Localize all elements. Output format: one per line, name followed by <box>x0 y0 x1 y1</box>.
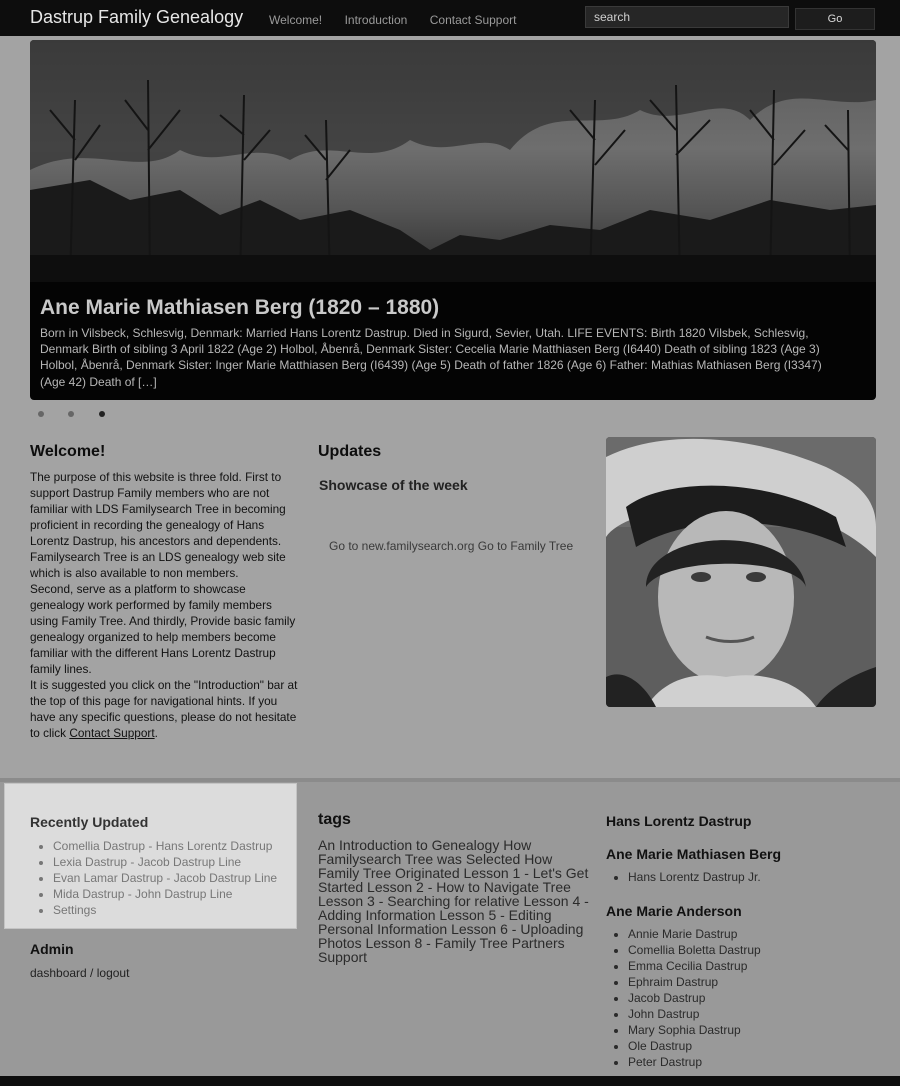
child-item[interactable]: • John Dastrup <box>628 1006 878 1022</box>
updates-links <box>318 539 590 553</box>
nav-contact-support[interactable]: Contact Support <box>429 13 517 27</box>
welcome-paragraph-2: Second, serve as a platform to showcase genealogy work performed by family members using Family Tree. And thirdly, Provide basic family genealogy organized to help members become familiar with the different Hans Lorentz Dastrup family lines. <box>30 582 296 676</box>
recently-updated-heading: Recently Updated <box>30 814 149 830</box>
logout-link[interactable]: logout <box>96 966 130 980</box>
main-nav <box>269 11 534 29</box>
slider-dot-3[interactable] <box>99 411 105 417</box>
dashboard-link[interactable]: dashboard <box>30 966 87 980</box>
contact-support-link[interactable]: Contact Support <box>69 726 155 740</box>
welcome-paragraph-1: The purpose of this website is three fold. First to support Dastrup Family members who are not familiar with LDS Familysearch Tree in becoming proficient in recording the genealogy of Hans Lorentz Dastrup, his ancestors and dependents. Familysearch Tree is an LDS genealogy web site which is also available to non members. <box>30 470 286 580</box>
welcome-paragraph-3-text: It is suggested you click on the "Introduction" bar at the top of this page for navigational hints. If you have any specific questions, please do not hesitate to click <box>30 678 298 740</box>
tags-widget <box>318 811 590 964</box>
slide-excerpt: Born in Vilsbeck, Schlesvig, Denmark: Married Hans Lorentz Dastrup. Died in Sigurd, Sevier, Utah. LIFE EVENTS: Birth 1820 Vilsbek, Schlesvig, Denmark Birth of sibling 3 April 1822 (Age 2) Holbol, Åbenrå, Denmark Sister: Cecelia Marie Matthiasen Berg (I6440) Death of sibling 1823 (Age 3) Holbol, Åbenrå, Denmark Sister: Inger Marie Matthiasen Berg (I6439) (Age 5) Death of father 1826 (Age 6) Father: Mathias Mathiasen Berg (I3347) (Age 42) Death of […] <box>40 326 822 389</box>
child-item[interactable]: • Ole Dastrup <box>628 1038 878 1054</box>
child-item[interactable]: • Peter Dastrup <box>628 1054 878 1070</box>
nav-introduction[interactable]: Introduction <box>344 13 408 27</box>
recent-item-settings[interactable]: • Settings <box>53 902 277 918</box>
familysearch-link[interactable]: Go to new.familysearch.org <box>329 539 475 553</box>
portrait-photo <box>606 437 876 707</box>
family-widget <box>606 813 878 1070</box>
recently-updated-list <box>38 838 277 918</box>
winter-trees-photo <box>30 40 876 282</box>
family-heading-berg[interactable]: Ane Marie Mathiasen Berg <box>606 846 782 862</box>
site-title[interactable]: Dastrup Family Genealogy <box>30 7 244 27</box>
family-tree-link[interactable]: Go to Family Tree <box>477 539 574 553</box>
nav-welcome[interactable]: Welcome! <box>269 13 323 27</box>
tag-cloud[interactable]: An Introduction to Genealogy How Familysearch Tree was Selected How Family Tree Originated Lesson 1 - Let's Get Started Lesson 2 - How to Navigate Tree Lesson 3 - Searching for relative Lesson 4 - Adding Information Lesson 5 - Editing Personal Information Lesson 6 - Uploading Photos Lesson 8 - Family Tree Partners Support <box>318 837 589 965</box>
search-input[interactable] <box>585 6 789 28</box>
top-navigation-bar <box>0 0 900 36</box>
slider-dot-1[interactable] <box>38 411 44 417</box>
updates-section <box>318 443 590 553</box>
recently-updated-widget <box>4 783 297 929</box>
recent-item[interactable]: • Comellia Dastrup - Hans Lorentz Dastrup <box>53 838 277 854</box>
child-item[interactable]: • Mary Sophia Dastrup <box>628 1022 878 1038</box>
slider-pagination <box>38 404 125 422</box>
showcase-heading: Showcase of the week <box>319 477 468 493</box>
go-button[interactable]: Go <box>795 8 875 30</box>
anderson-children-list <box>606 926 878 1070</box>
welcome-paragraph-3 <box>30 677 302 741</box>
family-heading-anderson[interactable]: Ane Marie Anderson <box>606 903 742 919</box>
admin-heading: Admin <box>30 941 74 957</box>
slide-title[interactable]: Ane Marie Mathiasen Berg (1820 – 1880) <box>40 296 440 319</box>
family-heading-hans[interactable]: Hans Lorentz Dastrup <box>606 813 752 829</box>
recent-item[interactable]: • Lexia Dastrup - Jacob Dastrup Line <box>53 854 277 870</box>
recent-item[interactable]: • Evan Lamar Dastrup - Jacob Dastrup Line <box>53 870 277 886</box>
tree-silhouette-graphic <box>30 40 876 282</box>
bottom-bar <box>0 1076 900 1086</box>
child-item[interactable]: • Annie Marie Dastrup <box>628 926 878 942</box>
portrait-graphic <box>606 437 876 707</box>
child-item[interactable]: • Ephraim Dastrup <box>628 974 878 990</box>
berg-children-list <box>606 869 878 885</box>
child-item[interactable]: • Hans Lorentz Dastrup Jr. <box>628 869 878 885</box>
recent-item[interactable]: • Mida Dastrup - John Dastrup Line <box>53 886 277 902</box>
welcome-text <box>30 469 302 741</box>
admin-separator: / <box>86 966 97 980</box>
welcome-section <box>30 443 302 741</box>
featured-slider[interactable] <box>30 40 876 400</box>
child-item[interactable]: • Comellia Boletta Dastrup <box>628 942 878 958</box>
child-item[interactable]: • Emma Cecilia Dastrup <box>628 958 878 974</box>
admin-links <box>30 966 129 980</box>
child-item[interactable]: • Jacob Dastrup <box>628 990 878 1006</box>
welcome-heading: Welcome! <box>30 443 106 460</box>
tags-heading: tags <box>318 811 351 828</box>
welcome-paragraph-3-end: . <box>154 726 158 740</box>
slider-dot-2[interactable] <box>68 411 74 417</box>
updates-heading: Updates <box>318 443 382 460</box>
